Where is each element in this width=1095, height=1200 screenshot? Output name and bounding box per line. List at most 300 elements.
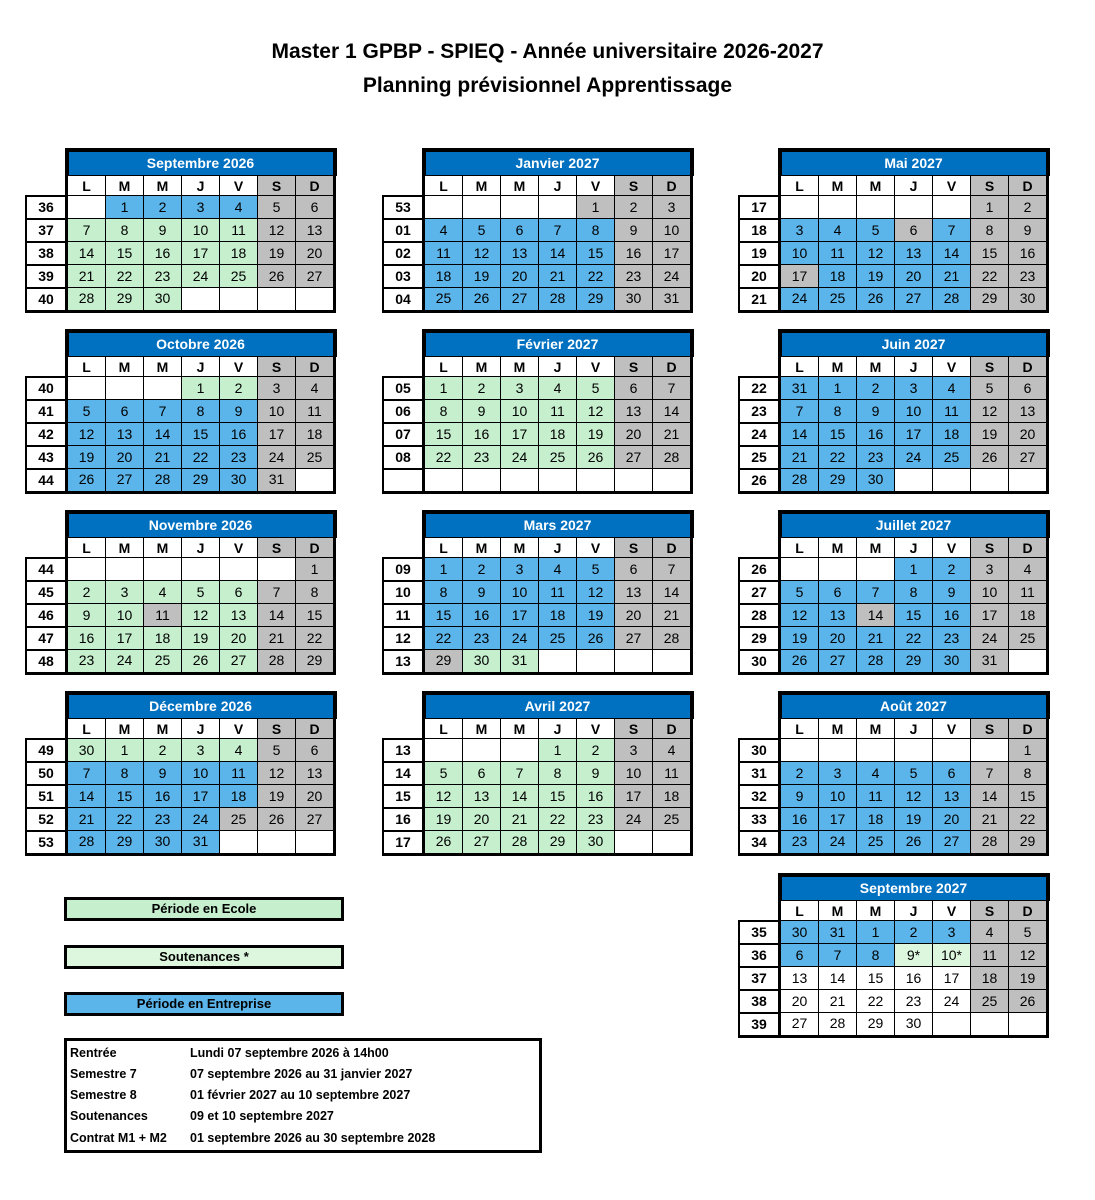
day-cell: 8 — [539, 762, 577, 785]
corner-blank — [739, 512, 780, 538]
week-number: 03 — [383, 265, 424, 288]
week-row — [739, 423, 1048, 446]
day-header: D — [653, 176, 692, 196]
day-cell: 7 — [819, 944, 857, 967]
week-number: 48 — [26, 650, 67, 674]
day-cell: 10* — [933, 944, 971, 967]
week-number: 24 — [739, 423, 780, 446]
day-cell — [895, 196, 933, 219]
day-header: M — [819, 719, 857, 739]
day-cell: 4 — [857, 762, 895, 785]
day-cell: 8 — [895, 581, 933, 604]
week-number: 35 — [739, 921, 780, 944]
day-cell: 20 — [615, 423, 653, 446]
month-title: Août 2027 — [780, 693, 1048, 719]
day-cell: 16 — [895, 967, 933, 990]
day-cell: 23 — [220, 446, 258, 469]
day-cell — [1009, 1013, 1048, 1037]
week-number: 33 — [739, 808, 780, 831]
day-header: J — [895, 901, 933, 921]
day-cell — [933, 469, 971, 493]
week-number: 27 — [739, 581, 780, 604]
day-header: M — [144, 176, 182, 196]
day-cell: 13 — [296, 219, 335, 242]
day-cell: 15 — [106, 242, 144, 265]
day-cell: 14 — [67, 242, 106, 265]
day-cell: 5 — [182, 581, 220, 604]
day-cell: 3 — [780, 219, 819, 242]
day-header: V — [933, 357, 971, 377]
day-cell: 19 — [895, 808, 933, 831]
day-cell: 12 — [780, 604, 819, 627]
day-cell: 24 — [182, 265, 220, 288]
week-row — [739, 1013, 1048, 1037]
day-cell: 11 — [653, 762, 692, 785]
week-row — [26, 219, 335, 242]
week-number: 30 — [739, 739, 780, 762]
day-cell — [144, 558, 182, 581]
day-cell: 13 — [1009, 400, 1048, 423]
day-header: L — [67, 176, 106, 196]
day-cell: 27 — [501, 288, 539, 312]
week-number: 40 — [26, 288, 67, 312]
day-cell: 12 — [67, 423, 106, 446]
week-row — [26, 739, 335, 762]
day-cell: 21 — [653, 604, 692, 627]
day-cell: 25 — [144, 650, 182, 674]
day-cell: 8 — [182, 400, 220, 423]
day-cell: 12 — [182, 604, 220, 627]
corner-blank — [383, 719, 424, 739]
day-cell: 15 — [895, 604, 933, 627]
day-cell: 27 — [615, 446, 653, 469]
week-number: 38 — [739, 990, 780, 1013]
day-cell: 21 — [933, 265, 971, 288]
week-number: 08 — [383, 446, 424, 469]
day-cell: 22 — [819, 446, 857, 469]
day-cell — [857, 558, 895, 581]
day-header: L — [424, 176, 463, 196]
info-value: 09 et 10 septembre 2027 — [190, 1109, 334, 1123]
day-cell: 11 — [144, 604, 182, 627]
week-number: 16 — [383, 808, 424, 831]
day-cell: 4 — [424, 219, 463, 242]
day-cell — [424, 469, 463, 493]
day-cell: 2 — [577, 739, 615, 762]
day-cell: 19 — [577, 423, 615, 446]
day-cell: 29 — [106, 288, 144, 312]
day-cell: 23 — [895, 990, 933, 1013]
day-cell: 30 — [220, 469, 258, 493]
day-header: S — [258, 357, 296, 377]
week-row — [383, 808, 692, 831]
day-header: M — [463, 719, 501, 739]
day-cell: 18 — [819, 265, 857, 288]
day-cell: 6 — [1009, 377, 1048, 400]
day-cell: 21 — [819, 990, 857, 1013]
day-cell: 1 — [857, 921, 895, 944]
day-header: M — [819, 538, 857, 558]
info-row-semestre8 — [70, 1085, 540, 1105]
day-cell: 16 — [220, 423, 258, 446]
corner-blank — [383, 357, 424, 377]
week-row — [739, 762, 1048, 785]
week-number: 36 — [739, 944, 780, 967]
month-calendar — [382, 510, 694, 675]
day-cell: 3 — [819, 762, 857, 785]
day-header: V — [577, 538, 615, 558]
day-header: S — [258, 719, 296, 739]
day-cell: 31 — [780, 377, 819, 400]
day-cell: 16 — [1009, 242, 1048, 265]
day-cell: 13 — [819, 604, 857, 627]
day-cell: 6 — [463, 762, 501, 785]
day-cell: 11 — [1009, 581, 1048, 604]
day-cell: 30 — [615, 288, 653, 312]
day-header: M — [501, 538, 539, 558]
day-cell: 15 — [857, 967, 895, 990]
corner-blank — [383, 512, 424, 538]
day-header: J — [539, 357, 577, 377]
day-cell: 20 — [1009, 423, 1048, 446]
day-header: M — [819, 357, 857, 377]
week-number: 26 — [739, 469, 780, 493]
day-cell: 25 — [819, 288, 857, 312]
day-cell: 14 — [780, 423, 819, 446]
day-cell: 11 — [857, 785, 895, 808]
day-cell — [501, 196, 539, 219]
week-row — [26, 785, 335, 808]
corner-blank — [739, 150, 780, 176]
day-cell: 1 — [895, 558, 933, 581]
info-label: Contrat M1 + M2 — [70, 1131, 167, 1145]
day-cell — [1009, 650, 1048, 674]
week-row — [739, 446, 1048, 469]
day-header: S — [615, 176, 653, 196]
day-cell: 9 — [220, 400, 258, 423]
day-cell: 4 — [1009, 558, 1048, 581]
day-cell — [615, 831, 653, 855]
day-cell: 29 — [539, 831, 577, 855]
day-cell: 28 — [67, 831, 106, 855]
day-cell: 9 — [1009, 219, 1048, 242]
day-cell — [819, 739, 857, 762]
corner-blank — [739, 538, 780, 558]
day-cell: 21 — [539, 265, 577, 288]
day-cell: 22 — [895, 627, 933, 650]
day-cell: 31 — [653, 288, 692, 312]
day-cell: 30 — [144, 288, 182, 312]
day-header: S — [971, 719, 1009, 739]
day-cell: 14 — [258, 604, 296, 627]
day-cell: 29 — [971, 288, 1009, 312]
week-row — [26, 469, 335, 493]
day-cell — [463, 469, 501, 493]
day-header: M — [144, 719, 182, 739]
day-cell — [144, 377, 182, 400]
week-number: 52 — [26, 808, 67, 831]
week-row — [739, 558, 1048, 581]
week-number: 06 — [383, 400, 424, 423]
week-number: 30 — [739, 650, 780, 674]
day-cell: 27 — [106, 469, 144, 493]
day-cell: 29 — [895, 650, 933, 674]
day-header: S — [971, 357, 1009, 377]
day-header: M — [144, 538, 182, 558]
week-row — [383, 400, 692, 423]
week-row — [383, 377, 692, 400]
day-header: J — [895, 176, 933, 196]
day-cell: 11 — [539, 400, 577, 423]
day-header: M — [819, 176, 857, 196]
day-cell: 1 — [1009, 739, 1048, 762]
legend-soutenances: Soutenances * — [64, 945, 344, 969]
day-cell: 11 — [539, 581, 577, 604]
day-cell: 17 — [615, 785, 653, 808]
info-row-contrat — [70, 1128, 540, 1148]
day-cell: 29 — [424, 650, 463, 674]
day-cell: 19 — [258, 785, 296, 808]
day-header: M — [144, 357, 182, 377]
day-cell: 9 — [857, 400, 895, 423]
day-header: D — [1009, 357, 1048, 377]
day-cell: 27 — [296, 265, 335, 288]
day-header: S — [615, 357, 653, 377]
day-cell: 14 — [819, 967, 857, 990]
day-cell: 18 — [220, 785, 258, 808]
day-cell: 12 — [577, 581, 615, 604]
day-cell: 16 — [615, 242, 653, 265]
day-header: M — [106, 176, 144, 196]
week-number: 18 — [739, 219, 780, 242]
day-cell: 6 — [615, 377, 653, 400]
month-title: Novembre 2026 — [67, 512, 335, 538]
day-cell: 18 — [653, 785, 692, 808]
day-cell: 16 — [144, 242, 182, 265]
day-cell: 4 — [653, 739, 692, 762]
day-header: J — [539, 176, 577, 196]
week-row — [26, 196, 335, 219]
month-calendar — [25, 691, 337, 856]
week-number: 37 — [739, 967, 780, 990]
day-cell: 17 — [106, 627, 144, 650]
day-cell: 26 — [577, 627, 615, 650]
week-number: 13 — [383, 739, 424, 762]
day-cell: 30 — [144, 831, 182, 855]
day-cell: 28 — [258, 650, 296, 674]
day-cell: 12 — [857, 242, 895, 265]
day-cell: 22 — [577, 265, 615, 288]
week-number: 39 — [739, 1013, 780, 1037]
day-cell: 4 — [220, 739, 258, 762]
day-cell: 9 — [463, 400, 501, 423]
day-cell — [296, 288, 335, 312]
day-cell: 13 — [933, 785, 971, 808]
day-cell: 23 — [1009, 265, 1048, 288]
week-number: 19 — [739, 242, 780, 265]
week-row — [26, 581, 335, 604]
day-cell: 24 — [895, 446, 933, 469]
day-cell: 6 — [615, 558, 653, 581]
day-cell: 7 — [258, 581, 296, 604]
day-cell: 9 — [67, 604, 106, 627]
day-cell: 13 — [296, 762, 335, 785]
day-cell: 2 — [67, 581, 106, 604]
day-cell: 2 — [780, 762, 819, 785]
day-cell: 24 — [501, 627, 539, 650]
day-cell: 18 — [933, 423, 971, 446]
week-number: 20 — [739, 265, 780, 288]
day-cell: 16 — [780, 808, 819, 831]
day-cell: 2 — [463, 377, 501, 400]
week-row — [26, 558, 335, 581]
week-row — [383, 423, 692, 446]
day-cell: 8 — [971, 219, 1009, 242]
day-header: L — [780, 176, 819, 196]
day-header: V — [933, 901, 971, 921]
day-header: D — [296, 176, 335, 196]
week-number: 17 — [383, 831, 424, 855]
day-cell: 11 — [220, 219, 258, 242]
day-cell: 30 — [895, 1013, 933, 1037]
day-cell: 11 — [424, 242, 463, 265]
day-cell: 25 — [539, 627, 577, 650]
info-value: Lundi 07 septembre 2026 à 14h00 — [190, 1046, 389, 1060]
day-cell: 10 — [895, 400, 933, 423]
day-cell: 15 — [424, 604, 463, 627]
day-cell: 13 — [220, 604, 258, 627]
day-cell — [857, 739, 895, 762]
day-cell: 7 — [971, 762, 1009, 785]
day-cell: 6 — [819, 581, 857, 604]
day-cell: 30 — [577, 831, 615, 855]
day-cell: 10 — [182, 762, 220, 785]
day-cell: 22 — [1009, 808, 1048, 831]
week-number: 40 — [26, 377, 67, 400]
day-cell: 8 — [106, 762, 144, 785]
day-cell: 2 — [615, 196, 653, 219]
day-cell: 25 — [971, 990, 1009, 1013]
day-cell — [67, 196, 106, 219]
day-cell: 6 — [296, 739, 335, 762]
day-cell: 31 — [258, 469, 296, 493]
page-title: Master 1 GPBP - SPIEQ - Année universitaire 2026-2027 — [271, 40, 824, 63]
day-cell — [424, 739, 463, 762]
day-cell: 15 — [539, 785, 577, 808]
day-cell: 19 — [577, 604, 615, 627]
week-row — [383, 288, 692, 312]
day-cell: 22 — [539, 808, 577, 831]
day-header: J — [182, 176, 220, 196]
day-cell: 17 — [182, 785, 220, 808]
month-calendar — [738, 329, 1050, 494]
day-header: M — [857, 538, 895, 558]
day-header: S — [258, 176, 296, 196]
day-cell: 24 — [182, 808, 220, 831]
day-header: M — [463, 538, 501, 558]
day-cell: 8 — [106, 219, 144, 242]
day-cell: 23 — [463, 446, 501, 469]
month-title: Septembre 2027 — [780, 875, 1048, 901]
day-cell — [933, 1013, 971, 1037]
day-cell: 29 — [182, 469, 220, 493]
day-cell: 23 — [857, 446, 895, 469]
day-cell — [819, 196, 857, 219]
week-number: 37 — [26, 219, 67, 242]
day-cell: 12 — [895, 785, 933, 808]
week-row — [26, 831, 335, 855]
day-cell: 13 — [615, 400, 653, 423]
day-cell: 21 — [653, 423, 692, 446]
day-cell — [424, 196, 463, 219]
day-cell: 20 — [895, 265, 933, 288]
corner-blank — [26, 176, 67, 196]
day-cell: 22 — [857, 990, 895, 1013]
day-cell: 18 — [857, 808, 895, 831]
day-cell: 29 — [857, 1013, 895, 1037]
day-cell: 22 — [296, 627, 335, 650]
month-title: Juin 2027 — [780, 331, 1048, 357]
day-cell: 25 — [933, 446, 971, 469]
day-cell: 10 — [615, 762, 653, 785]
week-row — [739, 785, 1048, 808]
day-cell: 30 — [1009, 288, 1048, 312]
day-cell: 2 — [144, 196, 182, 219]
page-subtitle: Planning prévisionnel Apprentissage — [362, 74, 733, 97]
month-calendar — [738, 691, 1050, 856]
day-header: S — [258, 538, 296, 558]
day-cell — [895, 739, 933, 762]
info-label: Semestre 7 — [70, 1067, 137, 1081]
day-cell — [539, 650, 577, 674]
day-cell: 22 — [971, 265, 1009, 288]
corner-blank — [739, 875, 780, 901]
week-row — [739, 808, 1048, 831]
day-cell: 28 — [653, 627, 692, 650]
day-header: L — [67, 719, 106, 739]
day-cell: 30 — [933, 650, 971, 674]
day-cell: 6 — [895, 219, 933, 242]
day-cell: 14 — [67, 785, 106, 808]
day-cell: 17 — [653, 242, 692, 265]
day-cell: 17 — [501, 604, 539, 627]
day-cell: 12 — [258, 219, 296, 242]
day-cell: 29 — [296, 650, 335, 674]
day-cell: 25 — [220, 808, 258, 831]
day-cell: 22 — [106, 265, 144, 288]
day-header: J — [539, 538, 577, 558]
day-header: V — [220, 357, 258, 377]
day-cell: 12 — [1009, 944, 1048, 967]
day-cell — [539, 469, 577, 493]
month-title: Septembre 2026 — [67, 150, 335, 176]
day-cell: 18 — [539, 604, 577, 627]
day-header: S — [971, 176, 1009, 196]
month-title: Octobre 2026 — [67, 331, 335, 357]
day-cell: 20 — [296, 785, 335, 808]
day-cell: 19 — [463, 265, 501, 288]
day-cell: 22 — [106, 808, 144, 831]
day-cell: 2 — [933, 558, 971, 581]
day-cell — [971, 1013, 1009, 1037]
day-cell: 4 — [819, 219, 857, 242]
day-cell: 3 — [501, 558, 539, 581]
day-cell: 28 — [539, 288, 577, 312]
day-cell: 24 — [106, 650, 144, 674]
week-number: 53 — [383, 196, 424, 219]
day-cell: 23 — [780, 831, 819, 855]
day-cell: 19 — [971, 423, 1009, 446]
